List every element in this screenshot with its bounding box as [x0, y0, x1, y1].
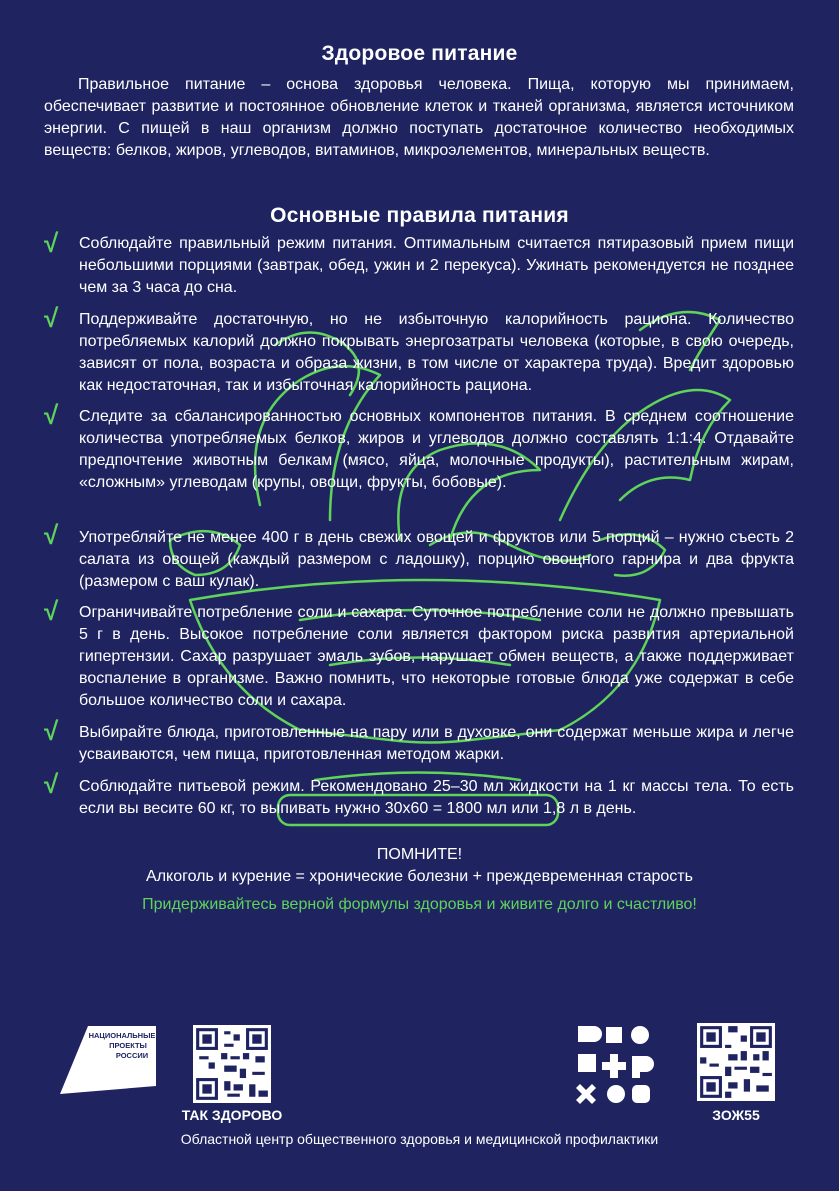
remember-heading: ПОМНИТЕ!	[376, 846, 463, 863]
rule-item-7: Соблюдайте питьевой режим. Рекомендовано 25–30 мл жидкости на 1 кг массы тела. То есть если вы весите 60 кг, то выпивать нужно 30х60 = 1800 мл или 1,8 л в день.	[79, 778, 794, 817]
slogan: Придерживайтесь верной формулы здоровья и живите долго и счастливо!	[142, 896, 697, 913]
rule-item-3: Следите за сбалансированностью основных компонентов питания. В среднем соотношение количества употребляемых белков, жиров и углеводов должно составлять 1:1:4. Отдавайте предпочтение животным белкам (мясо, яйца, молочные продукты), растительным жирам, «сложным» углеводам (крупы, овощи, фрукты, бобовые).	[79, 408, 794, 491]
qr-code-tak-zdorovo[interactable]	[193, 1025, 271, 1103]
national-projects-logo	[58, 1024, 158, 1096]
intro-paragraph: Правильное питание – основа здоровья человека. Пища, которую мы принимаем, обеспечивает развитие и постоянное обновление клеток и тканей организма, является источником энергии. С пищей в наш организм должно поступать достаточное количество необходимых веществ: белков, жиров, углеводов, витаминов, микроэлементов, минеральных веществ.	[44, 76, 794, 159]
check-icon: √	[44, 228, 59, 258]
qr-right-label: ЗОЖ55	[712, 1107, 760, 1123]
check-icon: √	[44, 520, 59, 550]
svg-text:РОССИИ: РОССИИ	[115, 1051, 149, 1060]
organization-name: Областной центр общественного здоровья и медицинской профилактики	[180, 1131, 659, 1147]
qr-code-icon	[697, 1023, 775, 1101]
check-icon: √	[44, 400, 59, 430]
check-icon: √	[44, 303, 59, 333]
svg-text:НАЦИОНАЛЬНЫЕ: НАЦИОНАЛЬНЫЕ	[88, 1031, 156, 1040]
check-icon: √	[44, 596, 59, 626]
svg-text:ПРОЕКТЫ: ПРОЕКТЫ	[109, 1041, 147, 1050]
health-formula: Алкоголь и курение = хронические болезни + преждевременная старость	[146, 868, 693, 885]
rule-item-6: Выбирайте блюда, приготовленные на пару или в духовке, они содержат меньше жира и легче усваиваются, чем пища, приготовленная методом жарки.	[79, 724, 794, 763]
rule-item-4: Употребляйте не менее 400 г в день свежих овощей и фруктов или 5 порций – нужно съесть 2 салата из овощей (каждый размером с ладошку), порцию овощного гарнира и два фрукта (размером с ваш кулак).	[79, 529, 794, 590]
page-title: Здоровое питание	[321, 42, 518, 65]
rule-item-2: Поддерживайте достаточную, но не избыточную калорийность рациона. Количество потребляемых калорий должно покрывать энергозатраты человека (которые, в свою очередь, зависят от пола, возраста и образа жизни, в том числе от характера труда). Вредит здоровью как недостаточная, так и избыточная калорийность рациона.	[79, 311, 794, 394]
rule-item-5: Ограничивайте потребление соли и сахара. Суточное потребление соли не должно превышать 5 г в день. Высокое потребление соли является фактором риска развития артериальной гипертензии. Сахар разрушает эмаль зубов, нарушает обмен веществ, а также поддерживает воспаление в организме. Важно помнить, что некоторые готовые блюда уже содержат в себе большое количество соли и сахара.	[79, 604, 794, 709]
qr-left-label: ТАК ЗДОРОВО	[181, 1107, 283, 1123]
qr-code-zozh55[interactable]	[697, 1023, 775, 1101]
rules-heading: Основные правила питания	[270, 204, 569, 227]
qr-code-icon	[193, 1025, 271, 1103]
zozh-shapes-logo	[576, 1024, 656, 1104]
rule-item-1: Соблюдайте правильный режим питания. Оптимальным считается пятиразовый прием пищи небольшими порциями (завтрак, обед, ужин и 2 перекуса). Ужинать рекомендуется не позднее чем за 3 часа до сна.	[79, 235, 794, 296]
check-icon: √	[44, 716, 59, 746]
check-icon: √	[44, 769, 59, 799]
